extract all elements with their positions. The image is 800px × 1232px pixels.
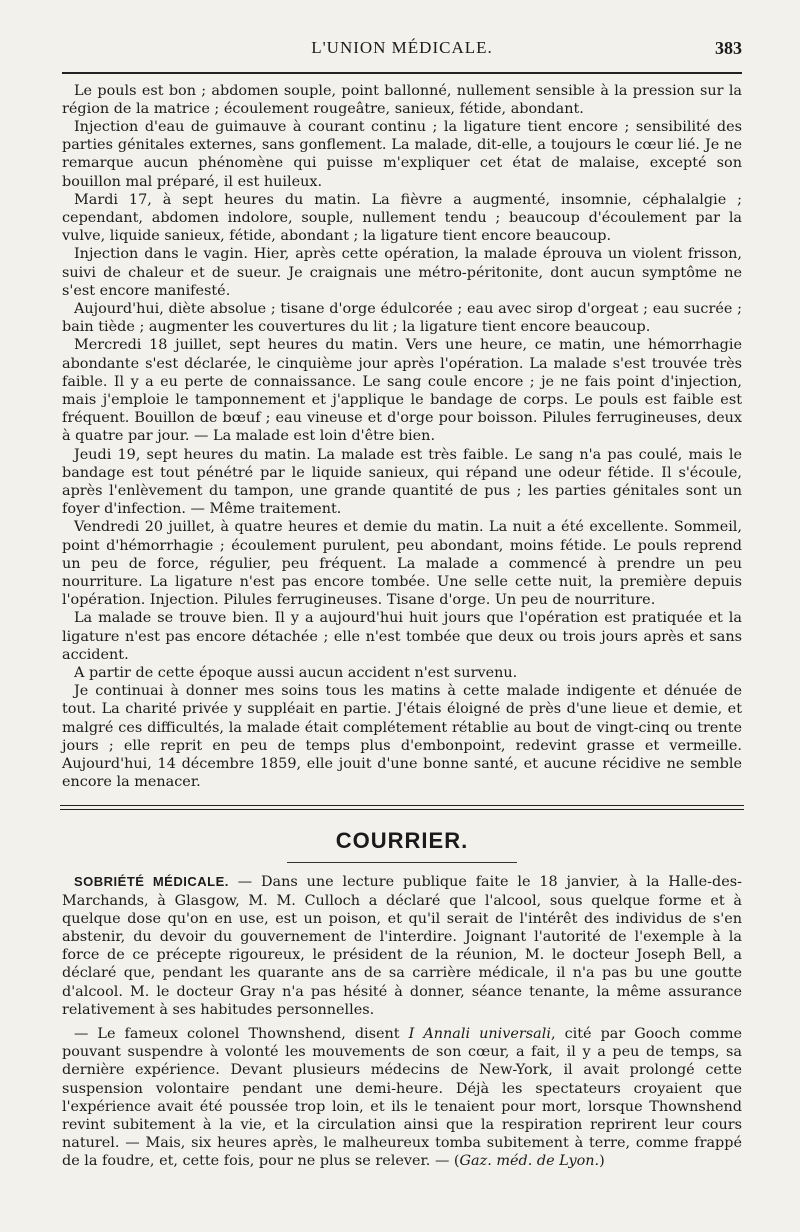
courrier-paragraph xyxy=(62,1025,742,1171)
case-report xyxy=(62,82,742,792)
paragraph: Vendredi 20 juillet, à quatre heures et demie du matin. La nuit a été excellente. Sommeil, point d'hémorrhagie ; écoulement purulent, peu abondant, moins fétide. Le pouls reprend un peu de force, régulier, peu fréquent. La malade a commencé à prendre un peu nourriture. La ligature n'est pas encore tombée. Une selle cette nuit, la première depuis l'opération. Injection. Pilules ferrugineuses. Tisane d'orge. Un peu de nourriture. xyxy=(62,519,742,609)
title-rule xyxy=(287,862,517,863)
courrier-section xyxy=(62,873,742,1170)
paragraph: Injection d'eau de guimauve à courant continu ; la ligature tient encore ; sensibilité des parties génitales externes, sans gonflement. La malade, dit-elle, a toujours le cœur lié. Je ne remarque aucun phénomène qui puisse m'expliquer cet état de malaise, excepté son bouillon mal préparé, il est huileux. xyxy=(62,118,742,190)
running-head xyxy=(62,38,742,66)
page-number: 383 xyxy=(715,38,742,58)
item-heading: SOBRIÉTÉ MÉDICALE. xyxy=(74,874,229,890)
paragraph: Je continuai à donner mes soins tous les matins à cette malade indigente et dénuée de tout. La charité privée y suppléait en partie. J'étais éloigné de près d'une lieue et demie, et malgré ces difficultés, la malade était complétement rétablie au bout de vingt-cinq ou trente jours ; elle reprit en peu de temps plus d'embonpoint, redevint grasse et vermeille. Aujourd'hui, 14 décembre 1859, elle jouit d'une bonne santé, et aucune récidive ne semble encore la menacer. xyxy=(62,683,742,791)
item-text: ) xyxy=(599,1153,605,1170)
paragraph: Aujourd'hui, diète absolue ; tisane d'orge édulcorée ; eau avec sirop d'orgeat ; eau sucrée ; bain tiède ; augmenter les couvertures du lit ; la ligature tient encore beaucoup. xyxy=(62,300,742,336)
paragraph: A partir de cette époque aussi aucun accident n'est survenu. xyxy=(74,665,518,681)
paragraph: La malade se trouve bien. Il y a aujourd'hui huit jours que l'opération est pratiquée et la ligature n'est pas encore détachée ; elle n'est tombée que deux ou trois jours après et sans accident. xyxy=(62,610,742,663)
header-rule xyxy=(62,72,742,74)
section-break xyxy=(62,805,742,863)
section-title: COURRIER. xyxy=(335,828,469,854)
courrier-paragraph xyxy=(62,873,742,1019)
page xyxy=(62,38,742,1171)
item-text: — Dans une lecture publique faite le 18 janvier, à la Halle-des-Marchands, à Glasgow, M. M. Culloch a déclaré que l'alcool, sous quelque forme et à quelque dose qu'on en use, est un poison, et qu'il serait de l'intérêt des individus de s'en abstenir, du devoir du gouvernement de l'interdire. Joignant l'autorité de l'exemple à la force de ce précepte rigoureux, le président de la réunion, M. le docteur Joseph Bell, a déclaré que, pendant les quarante ans de sa carrière médicale, il n'a pas bu une goutte d'alcool. M. le docteur Gray n'a pas hésité à donner, séance tenante, la même assurance relativement à ses habitudes personnelles. xyxy=(62,874,742,1018)
journal-title: L'UNION MÉDICALE. xyxy=(311,38,493,57)
paragraph: Injection dans le vagin. Hier, après cette opération, la malade éprouva un violent frisson, suivi de chaleur et de sueur. Je craignais une métro-péritonite, dont aucun symptôme ne s'est encore manifesté. xyxy=(62,246,742,299)
double-rule xyxy=(60,805,744,810)
paragraph: Mardi 17, à sept heures du matin. La fièvre a augmenté, insomnie, céphalalgie ; cependant, abdomen indolore, souple, nullement tendu ; beaucoup d'écoulement par la vulve, liquide sanieux, fétide, abondant ; la ligature tient encore beaucoup. xyxy=(62,191,742,245)
item-text: , cité par Gooch comme pouvant suspendre à volonté les mouvements de son cœur, a fait, il y a peu de temps, sa dernière expérience. Devant plusieurs médecins de New-York, il avait prolongé cette suspension volontaire pendant une demi-heure. Déjà les spectateurs croyaient que l'expérience avait été poussée trop loin, et ils le tenaient pour mort, lorsque Thownshend revint subitement à la vie, et la circulation ainsi que la respiration reprirent leur cours naturel. — Mais, six heures après, le malheureux tomba subitement à terre, comme frappé de la foudre, et, cette fois, pour ne plus se relever. — ( xyxy=(62,1026,742,1170)
paragraph: Le pouls est bon ; abdomen souple, point ballonné, nullement sensible à la pression sur la région de la matrice ; écoulement rougeâtre, sanieux, fétide, abondant. xyxy=(62,82,742,117)
paragraph: Mercredi 18 juillet, sept heures du matin. Vers une heure, ce matin, une hémorrhagie abondante s'est déclarée, le cinquième jour après l'opération. La malade s'est trouvée très faible. Il y a eu perte de connaissance. Le sang coule encore ; je ne fais point d'injection, mais j'emploie le tamponnement et j'applique le bandage de corps. Le pouls est faible est fréquent. Bouillon de bœuf ; eau vineuse et d'orge pour boisson. Pilules ferrugineuses, deux à quatre par jour. — La malade est loin d'être bien. xyxy=(62,337,742,445)
item-text: — Le fameux colonel Thownshend, disent xyxy=(74,1026,409,1043)
journal-name: I Annali universali xyxy=(408,1026,551,1043)
paragraph: Jeudi 19, sept heures du matin. La malade est très faible. Le sang n'a pas coulé, mais le bandage est tout pénétré par le liquide sanieux, qui répand une odeur fétide. Il s'écoule, après l'enlèvement du tampon, une grande quantité de pus ; les parties génitales sont un foyer d'infection. — Même traitement. xyxy=(62,446,742,518)
source-citation: Gaz. méd. de Lyon. xyxy=(459,1153,600,1170)
